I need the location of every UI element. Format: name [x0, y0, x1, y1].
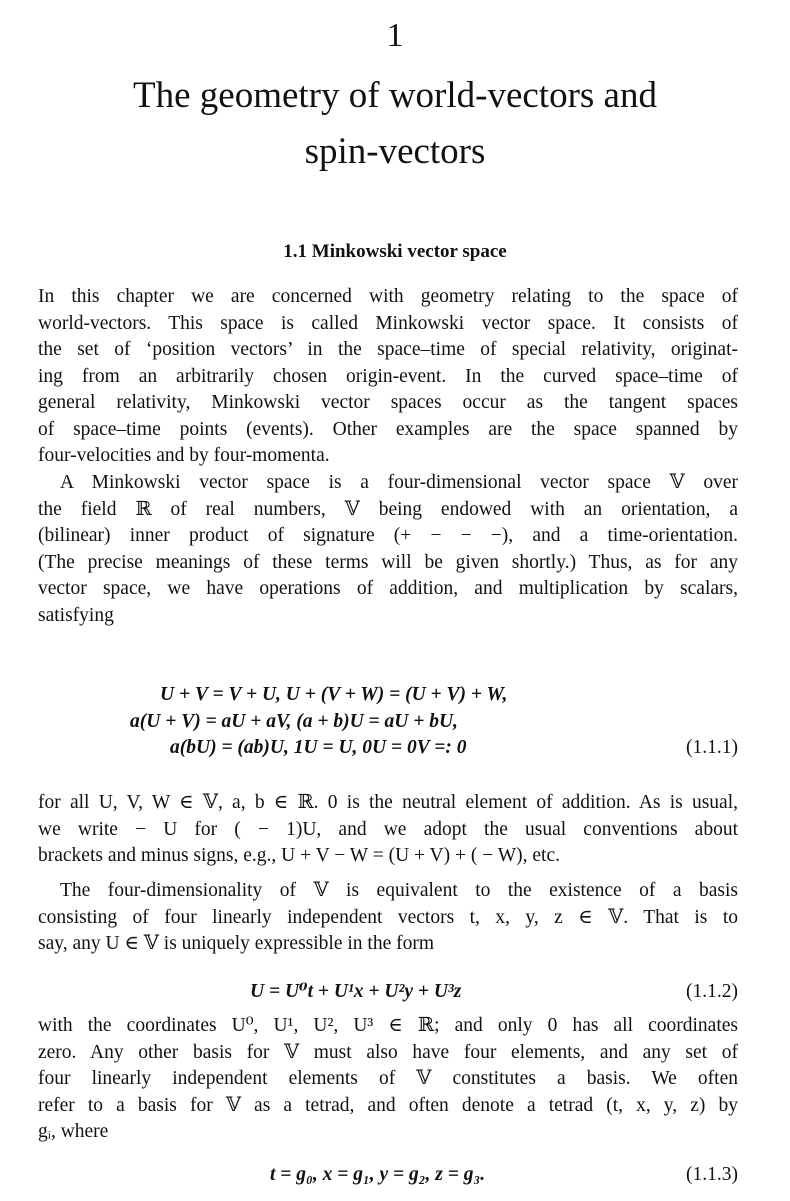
equation-line: [38, 979, 738, 1006]
text-line: (bilinear) inner product of signature (+ − − −), and a time-orientation.: [38, 525, 738, 546]
equation-number: (1.1.1): [686, 737, 738, 758]
equation-number: (1.1.3): [686, 1164, 738, 1185]
text-line: brackets and minus signs, e.g., U + V − W = (U + V) + ( − W), etc.: [38, 845, 561, 866]
text-line: of space–time points (events). Other examples are the space spanned by: [38, 418, 738, 440]
text-line: with the coordinates U⁰, U¹, U², U³ ∈ ℝ; and only 0 has all coordinates: [38, 1015, 738, 1036]
text-line: In this chapter we are concerned with geometry relating to the space of: [38, 286, 738, 307]
text-line: (The precise meanings of these terms will be given shortly.) Thus, as for any: [38, 551, 738, 573]
text-line: four-velocities and by four-momenta.: [38, 445, 330, 466]
section-heading: 1.1 Minkowski vector space: [283, 241, 507, 262]
text-line: world-vectors. This space is called Minkowski vector space. It consists of: [38, 312, 738, 334]
paragraph-basis: [38, 878, 738, 958]
equation-expression: t = g₀, x = g₁, y = g₂, z = g₃.: [270, 1164, 486, 1185]
text-line: we write − U for ( − 1)U, and we adopt the usual conventions about: [38, 818, 738, 840]
text-line: consisting of four linearly independent vectors t, x, y, z ∈ 𝕍. That is to: [38, 906, 738, 928]
chapter-number: 1: [386, 17, 404, 54]
text-line: zero. Any other basis for 𝕍 must also have four elements, and any set of: [38, 1041, 738, 1063]
text-line: refer to a basis for 𝕍 as a tetrad, and often denote a tetrad (t, x, y, z) by: [38, 1094, 738, 1116]
text-line: The four-dimensionality of 𝕍 is equivalent to the existence of a basis: [60, 880, 738, 901]
equation-line: [38, 1162, 738, 1189]
chapter-title-line-1: The geometry of world-vectors and: [133, 75, 657, 116]
equation-line: [38, 709, 738, 736]
equation-expression: U = U⁰t + U¹x + U²y + U³z: [250, 981, 462, 1002]
paragraph-definition: [38, 470, 738, 629]
text-line: ing from an arbitrarily chosen origin-event. In the curved space–time of: [38, 365, 738, 387]
paragraph-coordinates: [38, 1013, 738, 1146]
text-line: gᵢ, where: [38, 1121, 109, 1142]
equation-1-1-3: [38, 1162, 738, 1189]
equation-1-1-1: [38, 682, 738, 762]
equation-1-1-2: [38, 979, 738, 1006]
text-line: satisfying: [38, 604, 114, 626]
text-line: the field ℝ of real numbers, 𝕍 being endowed with an orientation, a: [38, 498, 738, 520]
text-line: for all U, V, W ∈ 𝕍, a, b ∈ ℝ. 0 is the neutral element of addition. As is usual,: [38, 792, 738, 813]
equation-expression: a(bU) = (ab)U, 1U = U, 0U = 0V =: 0: [170, 737, 467, 758]
chapter-title-line-2: spin-vectors: [304, 131, 486, 172]
text-line: the set of ‘position vectors’ in the space–time of special relativity, originat-: [38, 339, 738, 360]
paragraph-intro: [38, 284, 738, 470]
equation-number: (1.1.2): [686, 981, 738, 1002]
text-line: vector space, we have operations of addition, and multiplication by scalars,: [38, 578, 738, 599]
text-line: four linearly independent elements of 𝕍 constitutes a basis. We often: [38, 1068, 738, 1089]
equation-line: [38, 735, 738, 762]
text-line: A Minkowski vector space is a four-dimensional vector space 𝕍 over: [60, 472, 738, 493]
text-line: general relativity, Minkowski vector spaces occur as the tangent spaces: [38, 392, 738, 413]
text-line: say, any U ∈ 𝕍 is uniquely expressible in the form: [38, 933, 435, 954]
equation-expression: U + V = V + U, U + (V + W) = (U + V) + W,: [160, 684, 508, 705]
chapter-title: [40, 68, 750, 180]
paragraph-conventions: [38, 790, 738, 870]
equation-line: [38, 682, 738, 709]
equation-expression: a(U + V) = aU + aV, (a + b)U = aU + bU,: [130, 710, 458, 732]
